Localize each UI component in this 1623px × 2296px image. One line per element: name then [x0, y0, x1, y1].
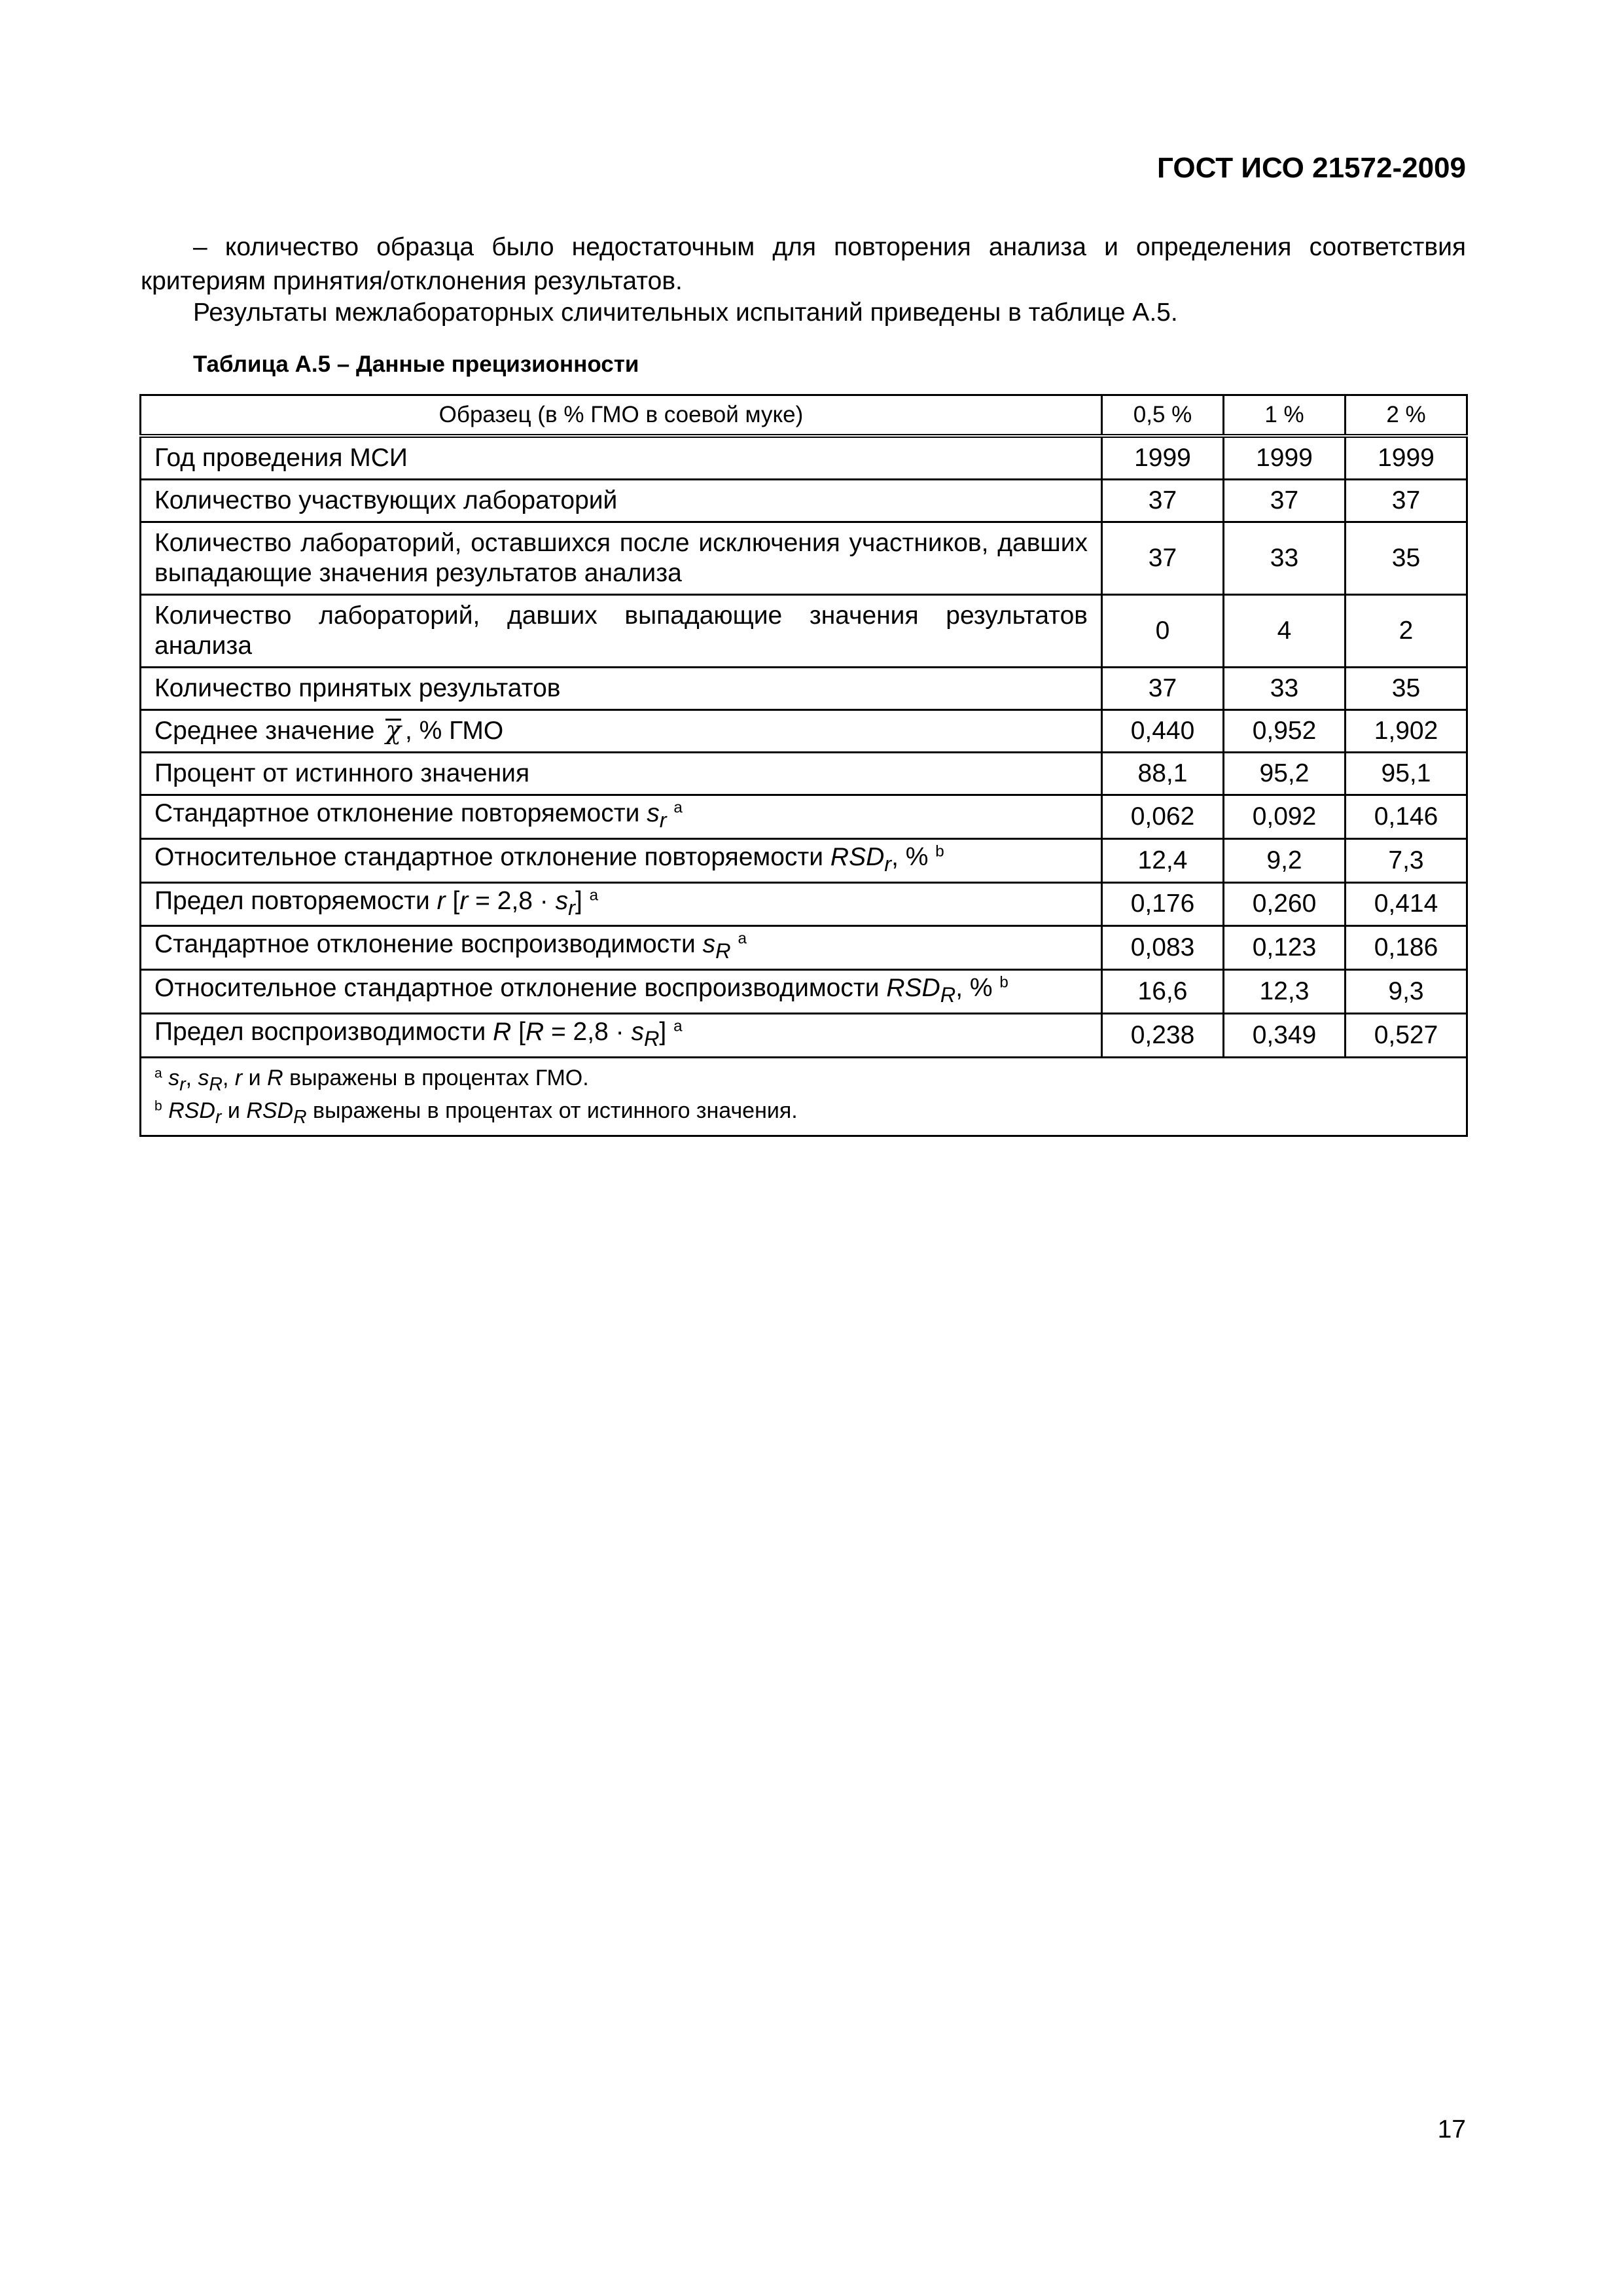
cell-value: 95,1: [1346, 753, 1467, 795]
cell-value: 33: [1224, 668, 1346, 710]
cell-value: 1,902: [1346, 710, 1467, 753]
label-suffix: , %: [891, 842, 929, 871]
table-caption: Таблица А.5 – Данные прецизионности: [193, 351, 639, 377]
cell-value: 0,083: [1102, 926, 1224, 970]
symbol-subscript: r: [659, 808, 667, 832]
row-label: [141, 1013, 1102, 1057]
formula-reproducibility-limit: R $[R = 2,8 \cdot s_R]$ $^a$: [493, 1017, 683, 1050]
symbol: s: [702, 930, 716, 959]
note-marker: b: [935, 842, 944, 861]
cell-value: 0,527: [1346, 1013, 1467, 1057]
cell-value: 16,6: [1102, 970, 1224, 1014]
row-label: Количество участвующих лабораторий: [141, 480, 1102, 522]
label-text: Стандартное отклонение повторяемости: [154, 799, 640, 827]
cell-value: 9,2: [1224, 838, 1346, 882]
header-2-percent: 2 %: [1346, 395, 1467, 437]
table-row: [141, 926, 1467, 970]
cell-value: 95,2: [1224, 753, 1346, 795]
cell-value: 12,4: [1102, 838, 1224, 882]
cell-value: 88,1: [1102, 753, 1224, 795]
row-label: [141, 795, 1102, 839]
cell-value: 1999: [1224, 436, 1346, 480]
precision-data-table: [139, 394, 1468, 1137]
cell-value: 9,3: [1346, 970, 1467, 1014]
label-text: Стандартное отклонение воспроизводимости: [154, 930, 696, 959]
cell-value: 0,123: [1224, 926, 1346, 970]
cell-value: 33: [1224, 522, 1346, 595]
cell-value: 2: [1346, 595, 1467, 668]
cell-value: 4: [1224, 595, 1346, 668]
row-label: [141, 838, 1102, 882]
table-row: [141, 1013, 1467, 1057]
note-marker: a: [738, 930, 747, 948]
cell-value: 37: [1102, 668, 1224, 710]
table-row: [141, 970, 1467, 1014]
table-row: [141, 595, 1467, 668]
paragraph-results-reference: Результаты межлабораторных сличительных испытаний приведены в таблице А.5.: [193, 298, 1178, 327]
note-marker: a: [673, 798, 683, 817]
table-row: [141, 668, 1467, 710]
label-text: Относительное стандартное отклонение повторяемости: [154, 842, 824, 871]
symbol: s: [647, 799, 660, 827]
row-label: Количество принятых результатов: [141, 668, 1102, 710]
cell-value: 0: [1102, 595, 1224, 668]
label-text: Предел повторяемости: [154, 886, 430, 915]
table-notes: [141, 1057, 1467, 1136]
table-row: [141, 795, 1467, 839]
cell-value: 37: [1224, 480, 1346, 522]
cell-value: 0,260: [1224, 882, 1346, 926]
cell-value: 37: [1102, 480, 1224, 522]
document-code: ГОСТ ИСО 21572-2009: [1156, 152, 1466, 184]
cell-value: 0,952: [1224, 710, 1346, 753]
paragraph-sample-insufficient: – количество образца было недостаточным для повторения анализа и определения соответствия критериям принятия/отклонения результатов.: [141, 233, 1466, 295]
label-text: Относительное стандартное отклонение воспроизводимости: [154, 974, 880, 1003]
cell-value: 12,3: [1224, 970, 1346, 1014]
row-label: [141, 926, 1102, 970]
label-suffix: , %: [955, 974, 993, 1003]
row-label: Количество лабораторий, давших выпадающие значения результатов анализа: [141, 595, 1102, 668]
cell-value: 0,349: [1224, 1013, 1346, 1057]
table-row: [141, 436, 1467, 480]
cell-value: 0,414: [1346, 882, 1467, 926]
cell-value: 0,092: [1224, 795, 1346, 839]
mean-symbol: χ: [382, 716, 405, 746]
row-label: [141, 970, 1102, 1014]
cell-value: 37: [1102, 522, 1224, 595]
cell-value: 0,146: [1346, 795, 1467, 839]
cell-value: 35: [1346, 522, 1467, 595]
symbol: RSD: [830, 842, 885, 871]
table-row: [141, 838, 1467, 882]
cell-value: 0,440: [1102, 710, 1224, 753]
cell-value: 35: [1346, 668, 1467, 710]
row-label: [141, 882, 1102, 926]
formula-repeatability-limit: r $[r = 2,8 \cdot s_r]$ $^a$: [437, 886, 599, 920]
row-label: Количество лабораторий, оставшихся после исключения участников, давших выпадающие значения результатов анализа: [141, 522, 1102, 595]
symbol: RSD: [886, 974, 940, 1003]
cell-value: 1999: [1102, 436, 1224, 480]
table-row: [141, 882, 1467, 926]
cell-value: 1999: [1346, 436, 1467, 480]
cell-value: 37: [1346, 480, 1467, 522]
table-header-row: [141, 395, 1467, 437]
header-0-5-percent: 0,5 %: [1102, 395, 1224, 437]
note-marker: b: [999, 973, 1008, 992]
page-number: 17: [1437, 2115, 1466, 2144]
symbol-subscript: R: [940, 982, 956, 1007]
table-row: [141, 753, 1467, 795]
label-text: Предел воспроизводимости: [154, 1017, 486, 1046]
header-1-percent: 1 %: [1224, 395, 1346, 437]
table-row: [141, 480, 1467, 522]
cell-value: 0,238: [1102, 1013, 1224, 1057]
cell-value: 0,176: [1102, 882, 1224, 926]
header-sample: Образец (в % ГМО в соевой муке): [141, 395, 1102, 437]
symbol-subscript: r: [884, 852, 892, 876]
cell-value: 7,3: [1346, 838, 1467, 882]
symbol-subscript: R: [715, 939, 731, 963]
table-notes-row: [141, 1057, 1467, 1136]
label-text-suffix: , % ГМО: [404, 717, 504, 745]
note-b: $^b$ $RSD_r$ и $RSD_R$ выражены в процентах от истинного значения.: [154, 1098, 798, 1128]
row-label: Год проведения МСИ: [141, 436, 1102, 480]
cell-value: 0,062: [1102, 795, 1224, 839]
cell-value: 0,186: [1346, 926, 1467, 970]
row-label: Процент от истинного значения: [141, 753, 1102, 795]
row-label: [141, 710, 1102, 753]
table-row: [141, 710, 1467, 753]
table-row: [141, 522, 1467, 595]
label-text: Среднее значение: [154, 717, 375, 745]
note-a: $^a$ $s_r$, $s_R$, r и R выражены в процентах ГМО.: [154, 1065, 589, 1095]
